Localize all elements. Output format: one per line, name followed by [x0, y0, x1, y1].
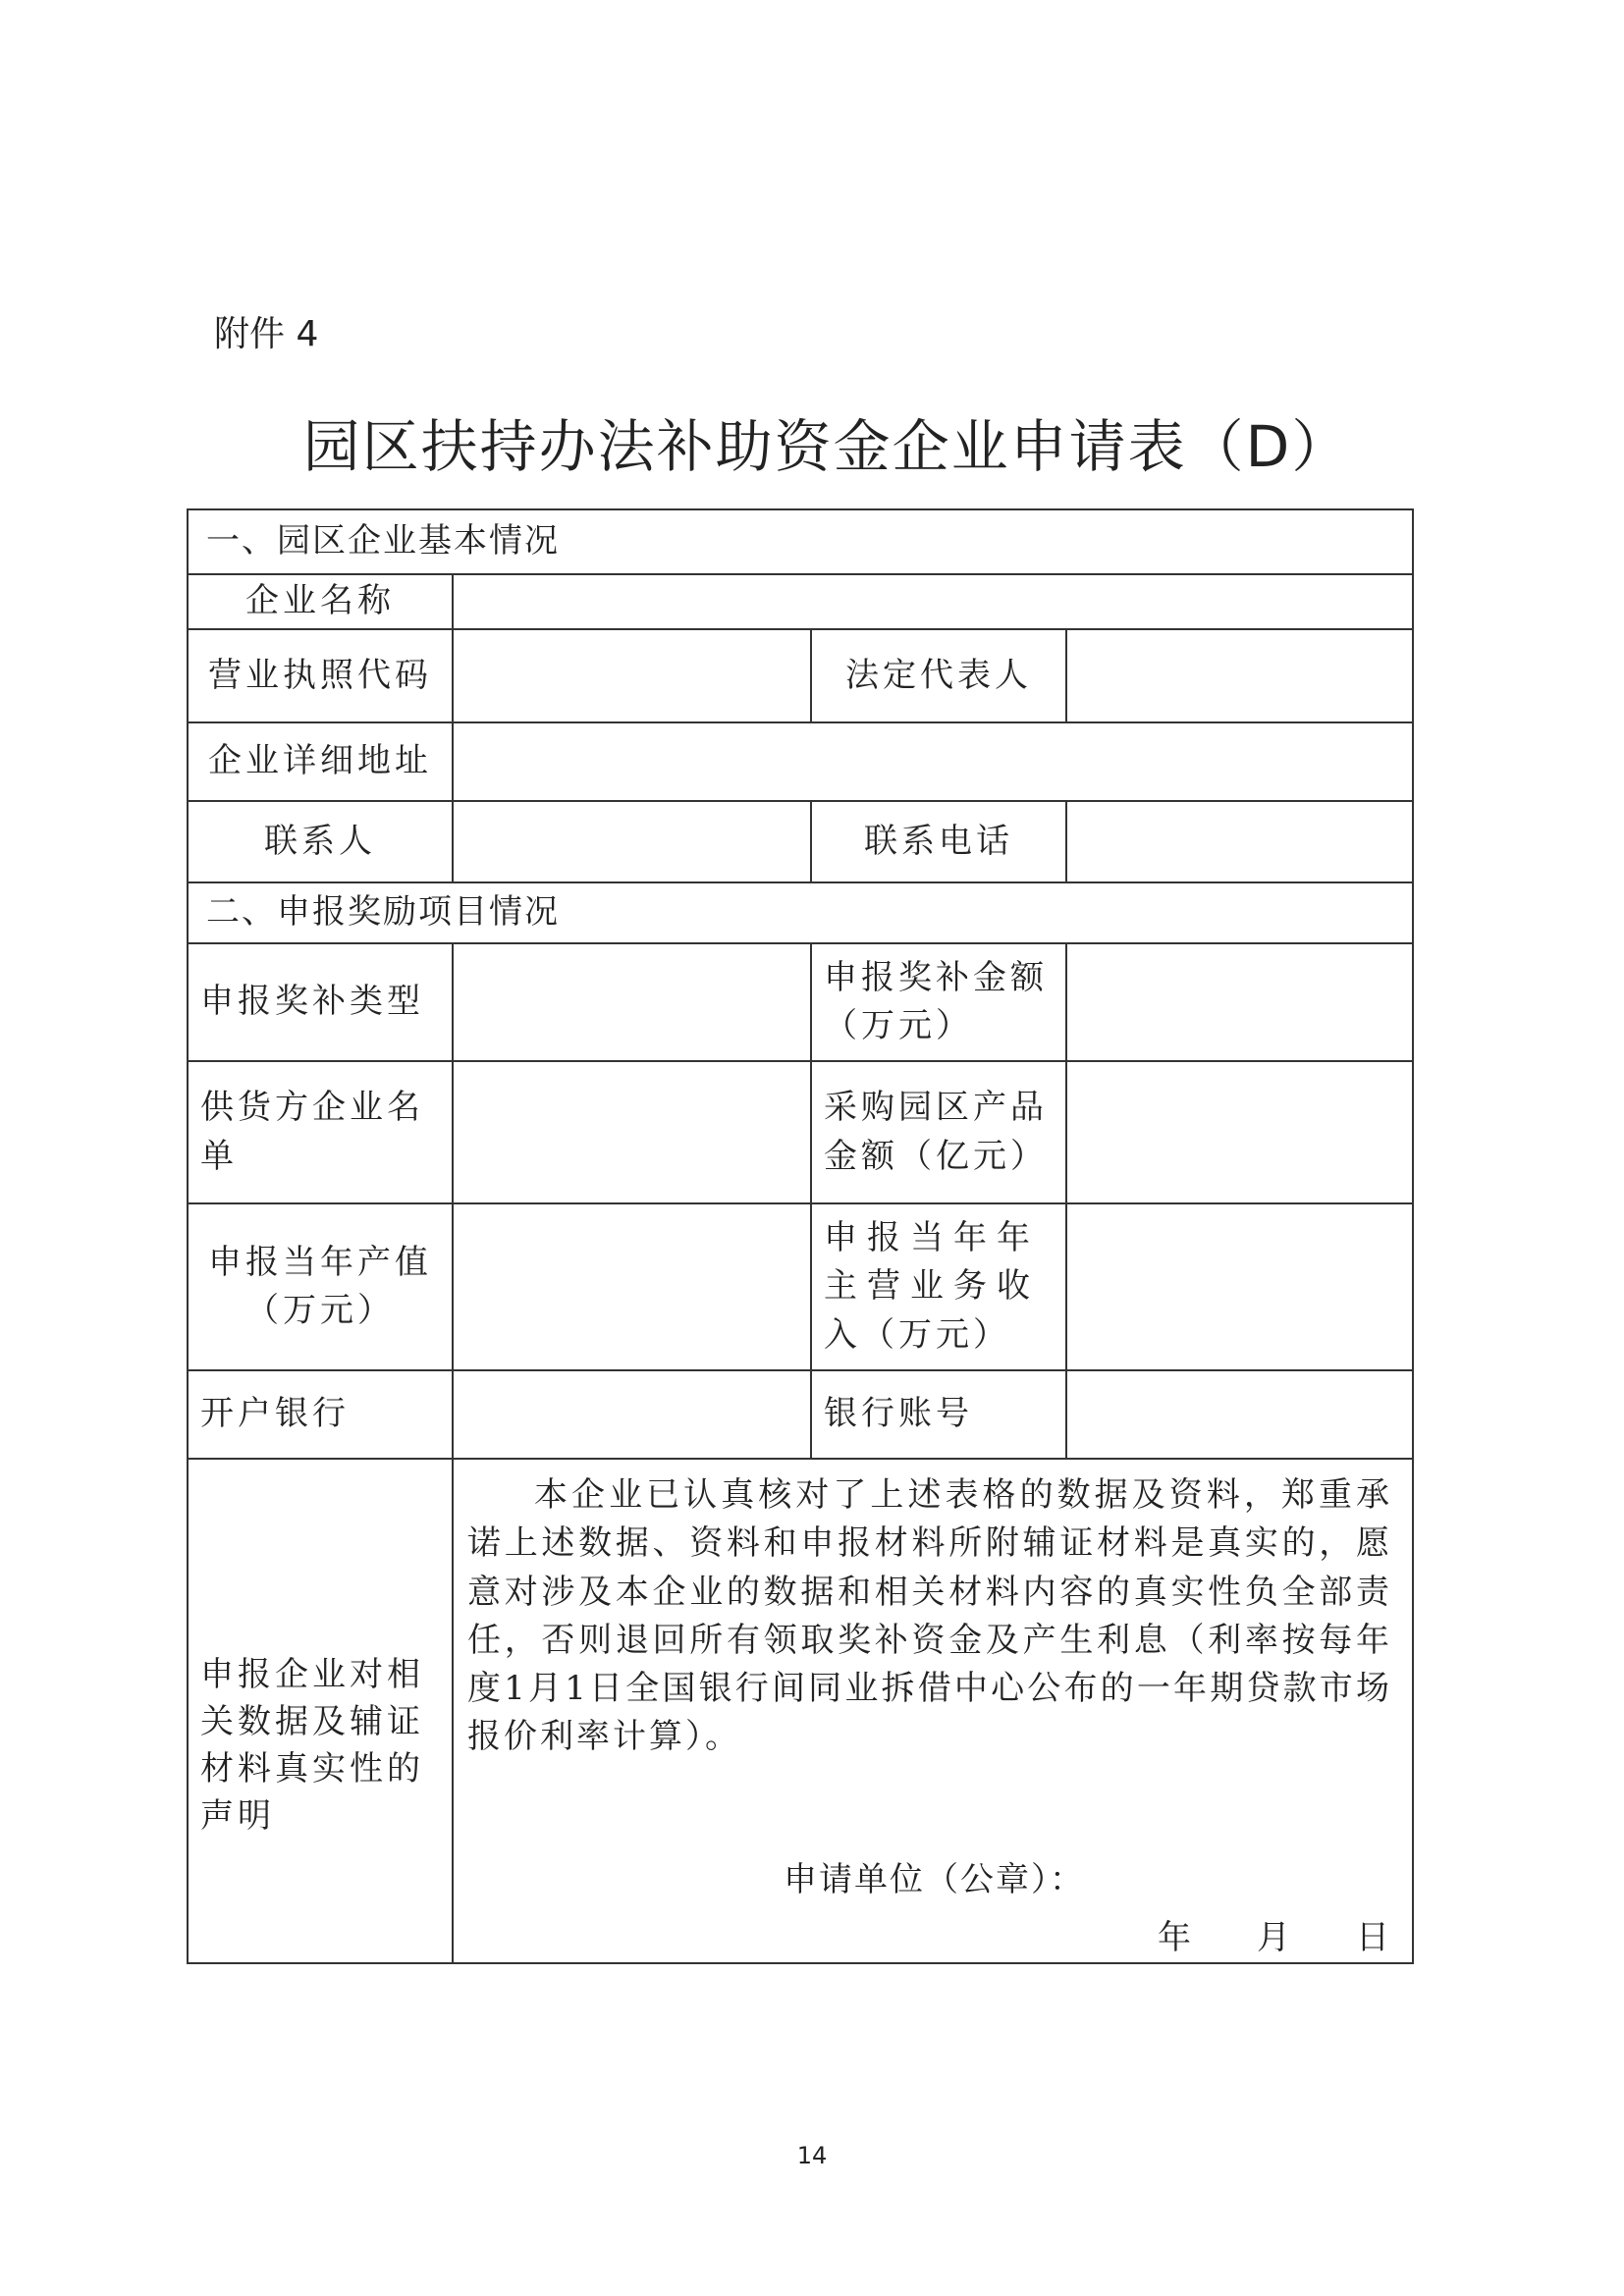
- account-field[interactable]: [1066, 1370, 1413, 1459]
- bank-label: 开户银行: [188, 1370, 453, 1459]
- revenue-label-line2: 主营业务收: [824, 1266, 1040, 1307]
- purchase-amount-label: [811, 1061, 1066, 1203]
- output-value-field[interactable]: [453, 1203, 811, 1370]
- supplier-field[interactable]: [453, 1061, 811, 1203]
- subsidy-type-field[interactable]: [453, 943, 811, 1061]
- contact-label: 联系人: [188, 801, 453, 882]
- date-line: [467, 1914, 1392, 1962]
- section-heading-basic-info: 一、园区企业基本情况: [188, 509, 1413, 574]
- supplier-label: [188, 1061, 453, 1203]
- account-label: 银行账号: [811, 1370, 1066, 1459]
- company-name-label: 企业名称: [188, 574, 453, 629]
- purchase-amount-field[interactable]: [1066, 1061, 1413, 1203]
- legal-rep-field[interactable]: [1066, 629, 1413, 722]
- license-code-label: 营业执照代码: [188, 629, 453, 722]
- output-value-label-line2: （万元）: [245, 1291, 395, 1330]
- date-day: 日: [1356, 1918, 1392, 1958]
- table-row: [188, 1370, 1413, 1459]
- date-year: 年: [1158, 1918, 1194, 1958]
- form-title: 园区扶持办法补助资金企业申请表（D）: [302, 413, 1351, 480]
- subsidy-amount-field[interactable]: [1066, 943, 1413, 1061]
- revenue-label-line1: 申报当年年: [824, 1218, 1040, 1258]
- supplier-label-line2: 单: [200, 1136, 238, 1176]
- address-field[interactable]: [453, 722, 1413, 801]
- legal-rep-label: 法定代表人: [811, 629, 1066, 722]
- section-row-basic-info: [188, 509, 1413, 574]
- company-name-field[interactable]: [453, 574, 1413, 629]
- section-row-project-info: [188, 882, 1413, 943]
- revenue-label: [811, 1203, 1066, 1370]
- address-label: 企业详细地址: [188, 722, 453, 801]
- phone-label: 联系电话: [811, 801, 1066, 882]
- contact-field[interactable]: [453, 801, 811, 882]
- table-row: [188, 1203, 1413, 1370]
- table-row: [188, 574, 1413, 629]
- output-value-label-line1: 申报当年产值: [208, 1242, 432, 1282]
- application-form-table: [187, 508, 1414, 1964]
- signature-label: 申请单位（公章）：: [784, 1859, 1085, 1899]
- table-row: [188, 943, 1413, 1061]
- supplier-label-line1: 供货方企业名: [200, 1088, 424, 1128]
- purchase-amount-label-line2: 金额（亿元）: [824, 1136, 1048, 1176]
- section-heading-project-info: 二、申报奖励项目情况: [188, 882, 1413, 943]
- declaration-label: 申报企业对相关数据及辅证材料真实性的声明: [188, 1459, 453, 1963]
- page-number: 14: [796, 2142, 828, 2169]
- date-month: 月: [1257, 1918, 1293, 1958]
- subsidy-amount-label: [811, 943, 1066, 1061]
- subsidy-amount-label-line1: 申报奖补金额: [824, 957, 1048, 997]
- table-row: [188, 629, 1413, 722]
- revenue-label-line3: 入（万元）: [824, 1314, 1010, 1355]
- table-row: [188, 801, 1413, 882]
- table-row: [188, 722, 1413, 801]
- subsidy-amount-label-line2: （万元）: [824, 1006, 973, 1045]
- output-value-label: [188, 1203, 453, 1370]
- license-code-field[interactable]: [453, 629, 811, 722]
- declaration-row: [188, 1459, 1413, 1963]
- table-row: [188, 1061, 1413, 1203]
- declaration-text: 本企业已认真核对了上述表格的数据及资料，郑重承诺上述数据、资料和申报材料所附辅证材料是真实的，愿意对涉及本企业的数据和相关材料内容的真实性负全部责任，否则退回所有领取奖补资金及产生利息（利率按每年度1月1日全国银行间同业拆借中心公布的一年期贷款市场报价利率计算）。: [467, 1475, 1392, 1757]
- phone-field[interactable]: [1066, 801, 1413, 882]
- bank-field[interactable]: [453, 1370, 811, 1459]
- subsidy-type-label: 申报奖补类型: [188, 943, 453, 1061]
- declaration-cell: [453, 1459, 1413, 1963]
- revenue-field[interactable]: [1066, 1203, 1413, 1370]
- attachment-label: 附件 4: [214, 314, 319, 354]
- purchase-amount-label-line1: 采购园区产品: [824, 1088, 1048, 1128]
